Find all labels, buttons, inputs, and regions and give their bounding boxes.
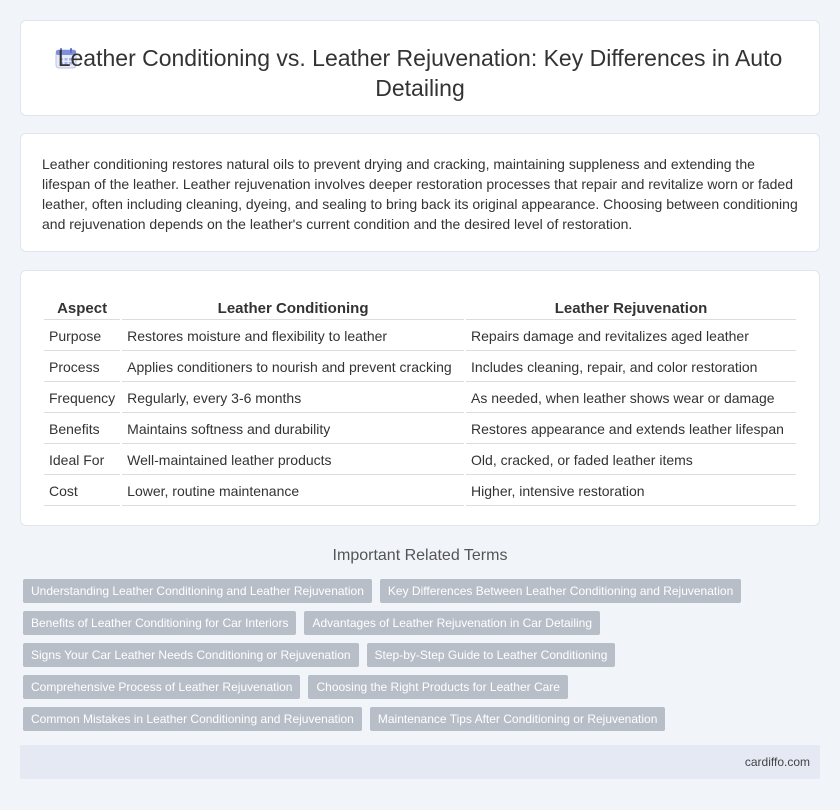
table-cell: Lower, routine maintenance [122, 477, 464, 506]
table-row [44, 353, 796, 382]
table-cell: Regularly, every 3-6 months [122, 384, 464, 413]
column-header-aspect: Aspect [44, 297, 120, 320]
table-cell: Well-maintained leather products [122, 446, 464, 475]
table-row [44, 446, 796, 475]
table-cell: Restores moisture and flexibility to leather [122, 322, 464, 351]
related-term-link[interactable]: Comprehensive Process of Leather Rejuvenation [23, 675, 300, 699]
table-cell: Maintains softness and durability [122, 415, 464, 444]
related-term-link[interactable]: Advantages of Leather Rejuvenation in Car Detailing [304, 611, 600, 635]
table-row [44, 322, 796, 351]
table-cell: As needed, when leather shows wear or damage [466, 384, 796, 413]
footer [20, 745, 820, 779]
page-title: Leather Conditioning vs. Leather Rejuvenation: Key Differences in Auto Detailing [57, 45, 783, 101]
table-cell: Purpose [44, 322, 120, 351]
intro-paragraph: Leather conditioning restores natural oils to prevent drying and cracking, maintaining suppleness and extending the lifespan of the leather. Leather rejuvenation involves deeper restoration processes that repair and revitalize worn or faded leather, often including cleaning, dyeing, and sealing to bring back its original appearance. Choosing between conditioning and rejuvenation depends on the leather's current condition and the desired level of restoration. [42, 156, 798, 232]
table-row [44, 415, 796, 444]
table-cell: Ideal For [44, 446, 120, 475]
related-term-link[interactable]: Understanding Leather Conditioning and Leather Rejuvenation [23, 579, 372, 603]
related-term-link[interactable]: Common Mistakes in Leather Conditioning and Rejuvenation [23, 707, 362, 731]
related-term-link[interactable]: Key Differences Between Leather Conditioning and Rejuvenation [380, 579, 741, 603]
related-term-link[interactable]: Benefits of Leather Conditioning for Car Interiors [23, 611, 296, 635]
related-term-link[interactable]: Maintenance Tips After Conditioning or Rejuvenation [370, 707, 666, 731]
table-cell: Includes cleaning, repair, and color restoration [466, 353, 796, 382]
related-term-link[interactable]: Signs Your Car Leather Needs Conditioning or Rejuvenation [23, 643, 359, 667]
intro-card [20, 133, 820, 252]
table-cell: Frequency [44, 384, 120, 413]
table-cell: Repairs damage and revitalizes aged leather [466, 322, 796, 351]
table-header-row [44, 297, 796, 320]
comparison-table [42, 295, 798, 508]
comparison-card [20, 270, 820, 526]
table-cell: Process [44, 353, 120, 382]
related-term-link[interactable]: Choosing the Right Products for Leather Care [308, 675, 567, 699]
table-cell: Cost [44, 477, 120, 506]
header-card [20, 20, 820, 116]
related-term-link[interactable]: Step-by-Step Guide to Leather Conditioning [367, 643, 616, 667]
column-header-rejuvenation: Leather Rejuvenation [466, 297, 796, 320]
table-cell: Applies conditioners to nourish and prevent cracking [122, 353, 464, 382]
column-header-conditioning: Leather Conditioning [122, 297, 464, 320]
table-row [44, 384, 796, 413]
footer-site-link[interactable]: cardiffo.com [744, 755, 810, 769]
table-cell: Old, cracked, or faded leather items [466, 446, 796, 475]
table-cell: Higher, intensive restoration [466, 477, 796, 506]
table-row [44, 477, 796, 506]
related-terms-list [23, 579, 803, 731]
table-cell: Restores appearance and extends leather lifespan [466, 415, 796, 444]
table-cell: Benefits [44, 415, 120, 444]
related-terms-heading: Important Related Terms [332, 547, 508, 564]
